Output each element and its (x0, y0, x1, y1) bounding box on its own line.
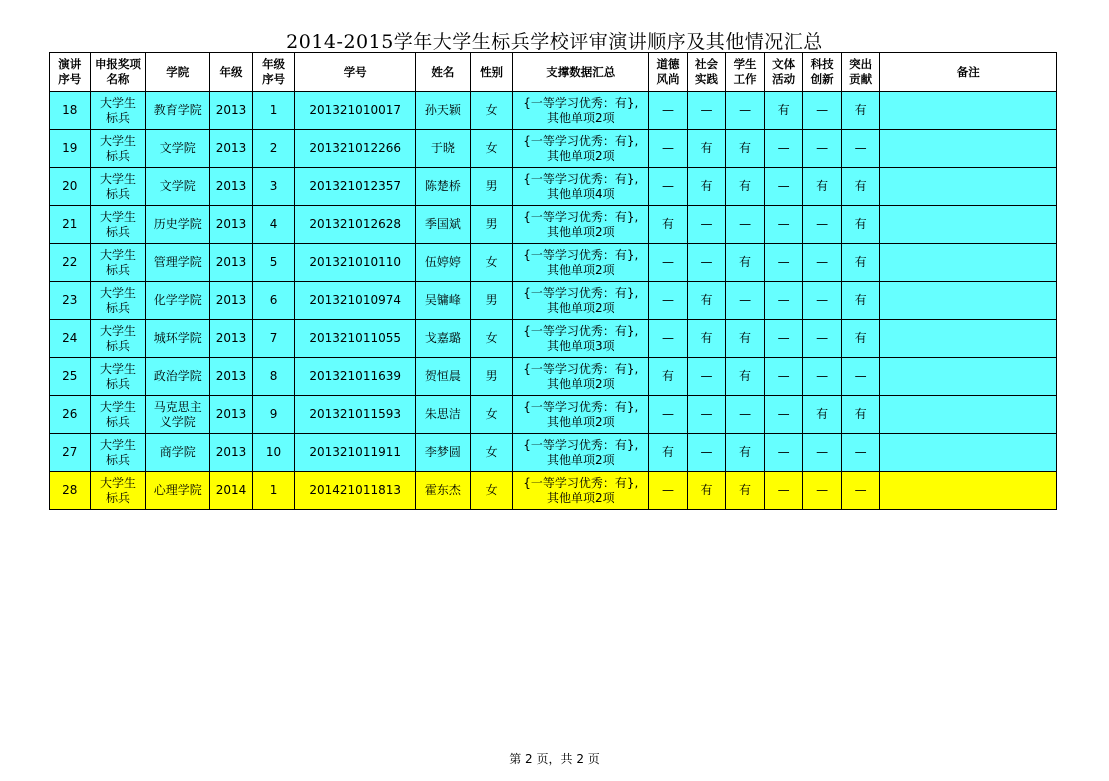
social-cell: 有 (687, 320, 726, 358)
header-contribution: 突出 贡献 (841, 53, 880, 92)
support-data-cell: {一等学习优秀：有}, 其他单项2项 (513, 472, 649, 510)
sex-cell: 男 (470, 282, 513, 320)
award-cell: 大学生 标兵 (90, 282, 146, 320)
student-id-cell: 201321010017 (295, 92, 416, 130)
summary-table (49, 52, 1057, 510)
support-data-cell: {一等学习优秀：有}, 其他单项2项 (513, 358, 649, 396)
sex-cell: 男 (470, 206, 513, 244)
grade-no-cell: 2 (252, 130, 295, 168)
name-cell: 陈楚桥 (416, 168, 471, 206)
support-data-cell: {一等学习优秀：有}, 其他单项2项 (513, 434, 649, 472)
tech-cell: 有 (803, 168, 842, 206)
college-cell: 城环学院 (146, 320, 210, 358)
student-id-cell: 201321011911 (295, 434, 416, 472)
moral-cell: — (649, 282, 688, 320)
tech-cell: — (803, 92, 842, 130)
sex-cell: 女 (470, 396, 513, 434)
sports-cell: — (764, 282, 803, 320)
tech-cell: — (803, 434, 842, 472)
award-cell: 大学生 标兵 (90, 434, 146, 472)
tech-cell: — (803, 472, 842, 510)
sex-cell: 女 (470, 320, 513, 358)
moral-cell: 有 (649, 206, 688, 244)
header-sports: 文体 活动 (764, 53, 803, 92)
award-cell: 大学生 标兵 (90, 92, 146, 130)
support-data-cell: {一等学习优秀：有}, 其他单项3项 (513, 320, 649, 358)
social-cell: 有 (687, 282, 726, 320)
contribution-cell: — (841, 472, 880, 510)
support-data-cell: {一等学习优秀：有}, 其他单项4项 (513, 168, 649, 206)
student-id-cell: 201321012266 (295, 130, 416, 168)
student-work-cell: 有 (726, 244, 765, 282)
moral-cell: 有 (649, 358, 688, 396)
college-cell: 马克思主 义学院 (146, 396, 210, 434)
contribution-cell: 有 (841, 206, 880, 244)
header-moral: 道德 风尚 (649, 53, 688, 92)
student-id-cell: 201321010110 (295, 244, 416, 282)
header-student-id: 学号 (295, 53, 416, 92)
student-id-cell: 201321011639 (295, 358, 416, 396)
college-cell: 政治学院 (146, 358, 210, 396)
social-cell: — (687, 434, 726, 472)
college-cell: 管理学院 (146, 244, 210, 282)
sports-cell: — (764, 130, 803, 168)
college-cell: 商学院 (146, 434, 210, 472)
contribution-cell: — (841, 358, 880, 396)
sports-cell: — (764, 472, 803, 510)
table-row (50, 434, 1057, 472)
sports-cell: — (764, 320, 803, 358)
moral-cell: — (649, 168, 688, 206)
sports-cell: — (764, 358, 803, 396)
note-cell (880, 396, 1057, 434)
name-cell: 伍婷婷 (416, 244, 471, 282)
table-row (50, 320, 1057, 358)
speech-no-cell: 19 (50, 130, 91, 168)
student-work-cell: 有 (726, 472, 765, 510)
award-cell: 大学生 标兵 (90, 358, 146, 396)
speech-no-cell: 18 (50, 92, 91, 130)
note-cell (880, 282, 1057, 320)
grade-cell: 2013 (210, 92, 253, 130)
student-id-cell: 201321011593 (295, 396, 416, 434)
award-cell: 大学生 标兵 (90, 168, 146, 206)
tech-cell: — (803, 206, 842, 244)
name-cell: 吴镛峰 (416, 282, 471, 320)
sports-cell: — (764, 168, 803, 206)
support-data-cell: {一等学习优秀：有}, 其他单项2项 (513, 130, 649, 168)
sports-cell: — (764, 206, 803, 244)
tech-cell: — (803, 282, 842, 320)
moral-cell: — (649, 244, 688, 282)
award-cell: 大学生 标兵 (90, 130, 146, 168)
college-cell: 化学学院 (146, 282, 210, 320)
tech-cell: 有 (803, 396, 842, 434)
tech-cell: — (803, 358, 842, 396)
header-row (50, 53, 1057, 92)
name-cell: 于晓 (416, 130, 471, 168)
header-award: 申报奖项 名称 (90, 53, 146, 92)
award-cell: 大学生 标兵 (90, 396, 146, 434)
grade-no-cell: 9 (252, 396, 295, 434)
speech-no-cell: 26 (50, 396, 91, 434)
college-cell: 心理学院 (146, 472, 210, 510)
header-grade: 年级 (210, 53, 253, 92)
award-cell: 大学生 标兵 (90, 244, 146, 282)
contribution-cell: 有 (841, 396, 880, 434)
student-work-cell: — (726, 282, 765, 320)
social-cell: — (687, 244, 726, 282)
header-sex: 性别 (470, 53, 513, 92)
table-row (50, 206, 1057, 244)
moral-cell: — (649, 92, 688, 130)
header-grade-no: 年级 序号 (252, 53, 295, 92)
social-cell: 有 (687, 130, 726, 168)
sports-cell: 有 (764, 92, 803, 130)
support-data-cell: {一等学习优秀：有}, 其他单项2项 (513, 282, 649, 320)
sex-cell: 男 (470, 168, 513, 206)
grade-cell: 2013 (210, 358, 253, 396)
social-cell: — (687, 358, 726, 396)
header-note: 备注 (880, 53, 1057, 92)
sex-cell: 女 (470, 244, 513, 282)
table-row (50, 130, 1057, 168)
social-cell: 有 (687, 472, 726, 510)
contribution-cell: 有 (841, 92, 880, 130)
contribution-cell: 有 (841, 320, 880, 358)
sex-cell: 男 (470, 358, 513, 396)
student-work-cell: — (726, 206, 765, 244)
student-work-cell: 有 (726, 168, 765, 206)
speech-no-cell: 27 (50, 434, 91, 472)
student-id-cell: 201421011813 (295, 472, 416, 510)
grade-no-cell: 1 (252, 472, 295, 510)
table-row (50, 358, 1057, 396)
speech-no-cell: 24 (50, 320, 91, 358)
name-cell: 季国斌 (416, 206, 471, 244)
grade-cell: 2013 (210, 396, 253, 434)
speech-no-cell: 21 (50, 206, 91, 244)
table-row (50, 396, 1057, 434)
speech-no-cell: 23 (50, 282, 91, 320)
page-footer: 第 2 页，共 2 页 (509, 752, 600, 766)
student-id-cell: 201321012628 (295, 206, 416, 244)
support-data-cell: {一等学习优秀：有}, 其他单项2项 (513, 396, 649, 434)
grade-no-cell: 4 (252, 206, 295, 244)
tech-cell: — (803, 244, 842, 282)
student-work-cell: 有 (726, 130, 765, 168)
sex-cell: 女 (470, 130, 513, 168)
moral-cell: — (649, 320, 688, 358)
college-cell: 历史学院 (146, 206, 210, 244)
moral-cell: — (649, 130, 688, 168)
note-cell (880, 472, 1057, 510)
contribution-cell: 有 (841, 282, 880, 320)
name-cell: 孙天颖 (416, 92, 471, 130)
college-cell: 文学院 (146, 130, 210, 168)
note-cell (880, 434, 1057, 472)
college-cell: 教育学院 (146, 92, 210, 130)
student-id-cell: 201321012357 (295, 168, 416, 206)
speech-no-cell: 28 (50, 472, 91, 510)
table-row (50, 282, 1057, 320)
name-cell: 贺恒晨 (416, 358, 471, 396)
grade-cell: 2014 (210, 472, 253, 510)
header-speech-no: 演讲 序号 (50, 53, 91, 92)
note-cell (880, 358, 1057, 396)
support-data-cell: {一等学习优秀：有}, 其他单项2项 (513, 206, 649, 244)
student-id-cell: 201321011055 (295, 320, 416, 358)
grade-cell: 2013 (210, 320, 253, 358)
table-row (50, 244, 1057, 282)
sports-cell: — (764, 244, 803, 282)
name-cell: 霍东杰 (416, 472, 471, 510)
student-work-cell: 有 (726, 358, 765, 396)
award-cell: 大学生 标兵 (90, 320, 146, 358)
name-cell: 李梦圆 (416, 434, 471, 472)
contribution-cell: 有 (841, 244, 880, 282)
table-row (50, 92, 1057, 130)
sex-cell: 女 (470, 92, 513, 130)
moral-cell: 有 (649, 434, 688, 472)
header-social: 社会 实践 (687, 53, 726, 92)
sports-cell: — (764, 396, 803, 434)
award-cell: 大学生 标兵 (90, 206, 146, 244)
note-cell (880, 130, 1057, 168)
sports-cell: — (764, 434, 803, 472)
contribution-cell: — (841, 130, 880, 168)
grade-no-cell: 8 (252, 358, 295, 396)
student-work-cell: 有 (726, 320, 765, 358)
student-work-cell: — (726, 396, 765, 434)
sex-cell: 女 (470, 472, 513, 510)
header-student-work: 学生 工作 (726, 53, 765, 92)
speech-no-cell: 20 (50, 168, 91, 206)
social-cell: — (687, 396, 726, 434)
note-cell (880, 320, 1057, 358)
grade-cell: 2013 (210, 434, 253, 472)
table-body (50, 92, 1057, 510)
grade-cell: 2013 (210, 244, 253, 282)
grade-no-cell: 5 (252, 244, 295, 282)
note-cell (880, 244, 1057, 282)
grade-cell: 2013 (210, 282, 253, 320)
social-cell: — (687, 206, 726, 244)
grade-no-cell: 1 (252, 92, 295, 130)
contribution-cell: 有 (841, 168, 880, 206)
sex-cell: 女 (470, 434, 513, 472)
social-cell: — (687, 92, 726, 130)
grade-cell: 2013 (210, 130, 253, 168)
grade-no-cell: 3 (252, 168, 295, 206)
speech-no-cell: 22 (50, 244, 91, 282)
tech-cell: — (803, 320, 842, 358)
award-cell: 大学生 标兵 (90, 472, 146, 510)
moral-cell: — (649, 472, 688, 510)
note-cell (880, 92, 1057, 130)
contribution-cell: — (841, 434, 880, 472)
tech-cell: — (803, 130, 842, 168)
grade-cell: 2013 (210, 206, 253, 244)
grade-no-cell: 6 (252, 282, 295, 320)
table-row (50, 168, 1057, 206)
support-data-cell: {一等学习优秀：有}, 其他单项2项 (513, 92, 649, 130)
table-row (50, 472, 1057, 510)
header-tech: 科技 创新 (803, 53, 842, 92)
note-cell (880, 206, 1057, 244)
page-title: 2014-2015学年大学生标兵学校评审演讲顺序及其他情况汇总 (286, 31, 823, 53)
grade-cell: 2013 (210, 168, 253, 206)
name-cell: 戈嘉璐 (416, 320, 471, 358)
grade-no-cell: 7 (252, 320, 295, 358)
header-support-data: 支撑数据汇总 (513, 53, 649, 92)
header-college: 学院 (146, 53, 210, 92)
speech-no-cell: 25 (50, 358, 91, 396)
header-name: 姓名 (416, 53, 471, 92)
name-cell: 朱思洁 (416, 396, 471, 434)
moral-cell: — (649, 396, 688, 434)
social-cell: 有 (687, 168, 726, 206)
student-work-cell: — (726, 92, 765, 130)
support-data-cell: {一等学习优秀：有}, 其他单项2项 (513, 244, 649, 282)
grade-no-cell: 10 (252, 434, 295, 472)
college-cell: 文学院 (146, 168, 210, 206)
student-id-cell: 201321010974 (295, 282, 416, 320)
note-cell (880, 168, 1057, 206)
student-work-cell: 有 (726, 434, 765, 472)
